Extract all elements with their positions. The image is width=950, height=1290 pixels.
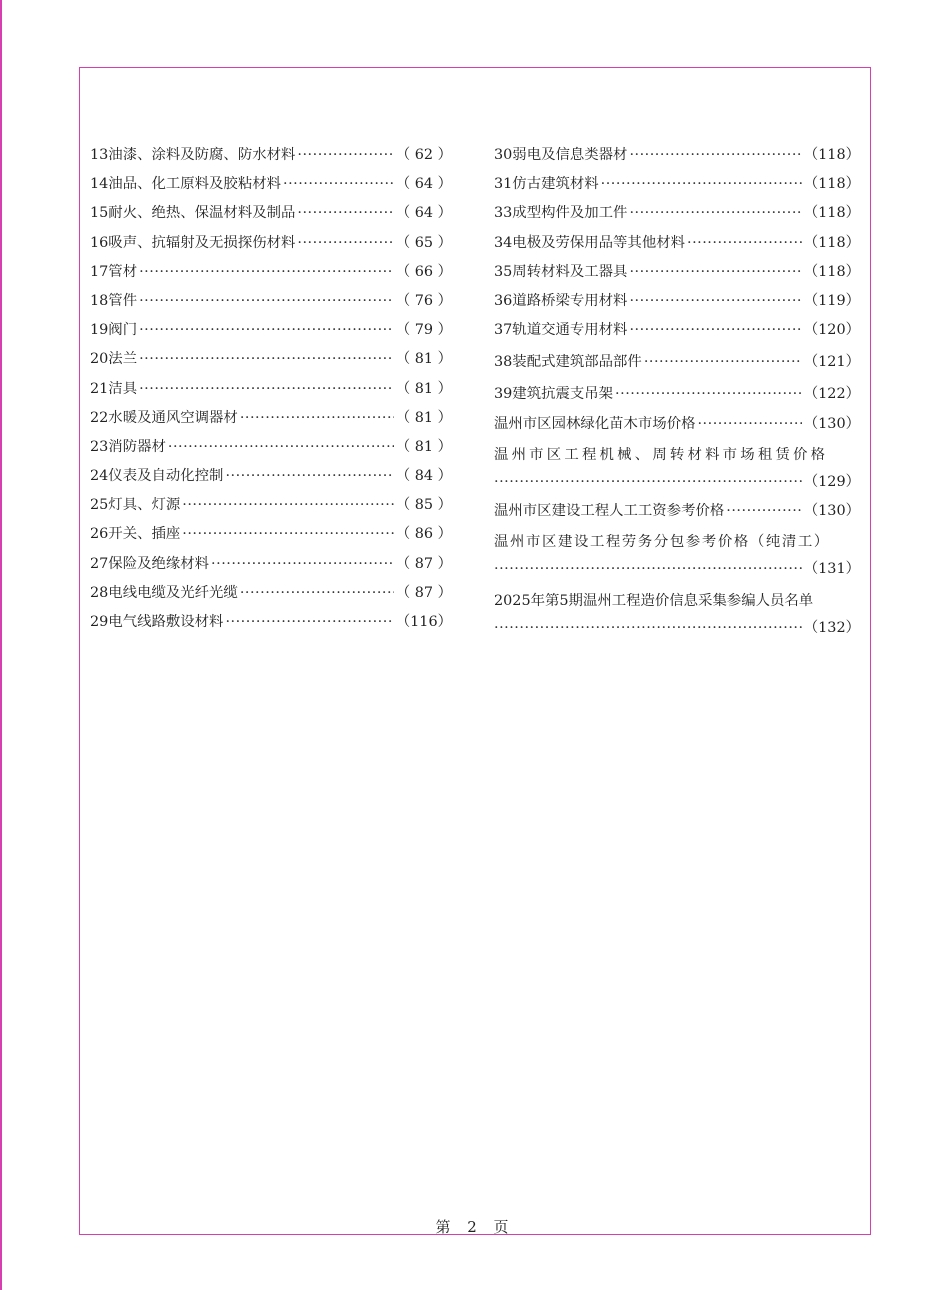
toc-leader-dots [297, 147, 393, 163]
toc-entry-page: （ 84 ） [395, 468, 452, 485]
toc-entry-page: （118） [803, 205, 860, 222]
toc-entry[interactable] [494, 347, 860, 382]
toc-entry-title: 20法兰 [90, 351, 138, 368]
toc-entry[interactable] [494, 289, 860, 318]
toc-leader-dots [225, 614, 393, 630]
toc-entry[interactable] [494, 172, 860, 201]
toc-leader-dots [240, 410, 394, 426]
toc-leader-dots [494, 474, 802, 490]
toc-leader-dots [211, 556, 394, 572]
toc-entry-leader-line [494, 616, 860, 645]
toc-entry-page: （119） [803, 292, 860, 309]
toc-entry-page: （122） [803, 386, 860, 403]
toc-leader-dots [726, 503, 801, 519]
toc-right-column [494, 143, 860, 645]
toc-entry[interactable] [90, 377, 452, 406]
toc-entry[interactable] [90, 406, 452, 435]
toc-entry-title: 温州市区建设工程劳务分包参考价格（纯清工） [494, 534, 830, 551]
toc-leader-dots [297, 205, 393, 221]
toc-entry-title: 36道路桥梁专用材料 [494, 292, 628, 309]
toc-entry[interactable] [90, 464, 452, 493]
toc-leader-dots [494, 620, 802, 636]
toc-entry-page: （ 64 ） [395, 176, 452, 193]
toc-entry[interactable] [90, 493, 452, 522]
toc-entry-page: （ 81 ） [395, 438, 452, 455]
toc-entry[interactable] [90, 318, 452, 347]
toc-leader-dots [139, 293, 394, 309]
toc-entry-title: 34电极及劳保用品等其他材料 [494, 234, 685, 251]
toc-entry-page: （121） [803, 354, 860, 371]
toc-leader-dots [168, 439, 394, 455]
toc-entry-page: （130） [803, 415, 860, 432]
toc-leader-dots [139, 381, 394, 397]
toc-leader-dots [225, 468, 393, 484]
toc-entry-multiline[interactable] [494, 441, 860, 499]
toc-leader-dots [182, 497, 393, 513]
toc-leader-dots [283, 176, 394, 192]
toc-entry[interactable] [494, 201, 860, 230]
toc-entry-page: （118） [803, 147, 860, 163]
toc-leader-dots [629, 322, 801, 338]
toc-entry[interactable] [494, 143, 860, 172]
toc-entry-page: （118） [803, 176, 860, 193]
toc-entry[interactable] [90, 201, 452, 230]
toc-entry-page: （118） [803, 263, 860, 280]
toc-leader-dots [629, 147, 801, 163]
page-edge-line [0, 0, 2, 1290]
toc-entry-title: 31仿古建筑材料 [494, 176, 599, 193]
toc-entry-page: （120） [803, 322, 860, 339]
toc-entry-leader-line [494, 557, 860, 586]
toc-entry-page: （ 76 ） [395, 292, 452, 309]
toc-entry-page: （ 66 ） [395, 263, 452, 280]
toc-leader-dots [240, 585, 394, 601]
toc-leader-dots [139, 264, 394, 280]
toc-entry[interactable] [494, 382, 860, 411]
toc-entry[interactable] [90, 260, 452, 289]
toc-entry-title: 25灯具、灯源 [90, 497, 181, 514]
toc-entry[interactable] [90, 610, 452, 639]
toc-entry[interactable] [90, 143, 452, 172]
toc-entry-title: 35周转材料及工器具 [494, 263, 628, 280]
toc-entry-title: 24仪表及自动化控制 [90, 468, 224, 485]
toc-entry-page: （ 79 ） [395, 322, 452, 339]
toc-entry-multiline[interactable] [494, 528, 860, 586]
toc-entry[interactable] [494, 231, 860, 260]
toc-entry-page: （132） [803, 619, 860, 636]
toc-entry-title: 温州市区工程机械、周转材料市场租赁价格 [494, 446, 829, 463]
toc-entry-page: （130） [803, 503, 860, 520]
toc-entry-title: 28电线电缆及光纤光缆 [90, 584, 238, 601]
toc-entry[interactable] [494, 412, 860, 441]
toc-entry[interactable] [494, 499, 860, 528]
toc-entry-multiline[interactable] [494, 587, 860, 645]
toc-leader-dots [182, 526, 393, 542]
toc-leader-dots [697, 416, 801, 432]
toc-entry-page: （ 64 ） [395, 205, 452, 222]
toc-entry-title: 21洁具 [90, 380, 138, 397]
toc-entry-title: 19阀门 [90, 322, 138, 339]
toc-entry-title: 15耐火、绝热、保温材料及制品 [90, 205, 296, 222]
toc-entry-title: 温州市区园林绿化苗木市场价格 [494, 415, 696, 432]
toc-entry[interactable] [90, 552, 452, 581]
toc-leader-dots [629, 264, 801, 280]
toc-entry-title: 23消防器材 [90, 438, 166, 455]
toc-leader-dots [494, 561, 802, 577]
toc-entry-page: （ 85 ） [395, 497, 452, 514]
toc-leader-dots [629, 293, 801, 309]
toc-entry-title: 17管材 [90, 263, 138, 280]
toc-entry[interactable] [90, 522, 452, 551]
toc-entry-page: （ 86 ） [395, 526, 452, 543]
toc-entry-title: 13油漆、涂料及防腐、防水材料 [90, 147, 296, 163]
toc-entry-title: 29电气线路敷设材料 [90, 614, 224, 630]
toc-entry-page: （131） [803, 561, 860, 578]
toc-entry[interactable] [90, 231, 452, 260]
toc-leader-dots [297, 235, 393, 251]
toc-entry[interactable] [90, 172, 452, 201]
toc-leader-dots [139, 351, 394, 367]
toc-entry-title: 30弱电及信息类器材 [494, 147, 628, 163]
toc-entry-page: （ 81 ） [395, 351, 452, 368]
toc-entry-title: 27保险及绝缘材料 [90, 555, 210, 572]
toc-entry-page: （ 87 ） [395, 555, 452, 572]
toc-leader-dots [601, 176, 802, 192]
toc-entry-title: 38装配式建筑部品部件 [494, 354, 642, 371]
toc-entry-title: 39建筑抗震支吊架 [494, 386, 614, 403]
toc-entry-page: （ 81 ） [395, 409, 452, 426]
toc-entry-title: 33成型构件及加工件 [494, 205, 628, 222]
toc-entry[interactable] [90, 289, 452, 318]
toc-entry-page: （ 62 ） [395, 147, 452, 163]
toc-left-column [90, 143, 452, 639]
toc-entry[interactable] [90, 435, 452, 464]
toc-entry-title: 37轨道交通专用材料 [494, 322, 628, 339]
toc-entry-page: （ 87 ） [395, 584, 452, 601]
page-number: 第 2 页 [435, 1218, 515, 1236]
toc-entry-title: 2025年第5期温州工程造价信息采集参编人员名单 [494, 592, 814, 609]
toc-entry-title: 18管件 [90, 292, 138, 309]
toc-entry-title: 26开关、插座 [90, 526, 181, 543]
toc-leader-dots [629, 205, 801, 221]
toc-entry-page: （118） [803, 234, 860, 251]
toc-leader-dots [644, 354, 802, 370]
toc-entry-title: 14油品、化工原料及胶粘材料 [90, 176, 281, 193]
toc-entry[interactable] [90, 347, 452, 376]
toc-leader-dots [615, 386, 802, 402]
toc-entry-page: （ 81 ） [395, 380, 452, 397]
toc-entry-page: （116） [395, 614, 452, 630]
toc-leader-dots [687, 235, 802, 251]
toc-entry-page: （ 65 ） [395, 234, 452, 251]
toc-entry-title: 温州市区建设工程人工工资参考价格 [494, 503, 725, 520]
toc-entry[interactable] [494, 260, 860, 289]
toc-entry-page: （129） [803, 473, 860, 490]
toc-entry-title: 22水暖及通风空调器材 [90, 409, 238, 426]
toc-entry[interactable] [494, 318, 860, 347]
toc-entry-leader-line [494, 470, 860, 499]
toc-leader-dots [139, 322, 394, 338]
toc-entry-title: 16吸声、抗辐射及无损探伤材料 [90, 234, 296, 251]
toc-entry[interactable] [90, 581, 452, 610]
